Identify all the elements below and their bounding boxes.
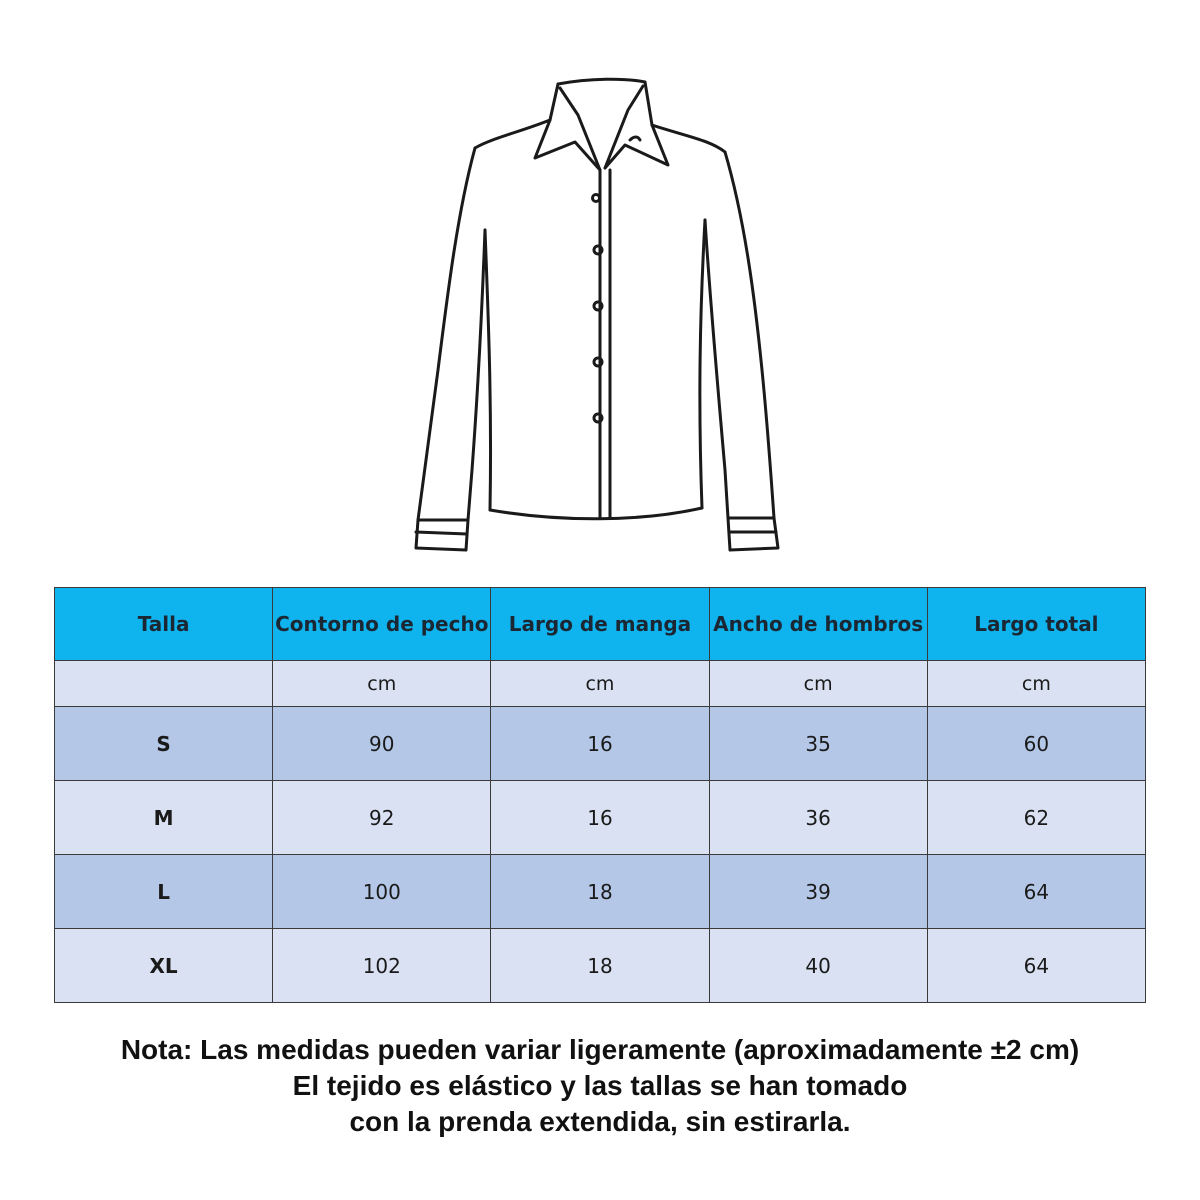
unit-cell: cm <box>491 661 709 707</box>
table-row <box>55 855 1146 929</box>
header-ancho-de-hombros: Ancho de hombros <box>709 588 927 661</box>
table-cell: 16 <box>491 781 709 855</box>
table-row <box>55 929 1146 1003</box>
table-cell: 92 <box>273 781 491 855</box>
table-header-row <box>55 588 1146 661</box>
size-label: S <box>55 707 273 781</box>
table-cell: 90 <box>273 707 491 781</box>
header-talla: Talla <box>55 588 273 661</box>
table-cell: 18 <box>491 855 709 929</box>
table-cell: 39 <box>709 855 927 929</box>
size-label: XL <box>55 929 273 1003</box>
units-row <box>55 661 1146 707</box>
table-cell: 18 <box>491 929 709 1003</box>
table-cell: 64 <box>927 929 1145 1003</box>
table-row <box>55 707 1146 781</box>
unit-cell: cm <box>927 661 1145 707</box>
table-cell: 60 <box>927 707 1145 781</box>
size-label: M <box>55 781 273 855</box>
table-cell: 62 <box>927 781 1145 855</box>
unit-cell: cm <box>709 661 927 707</box>
unit-cell: cm <box>273 661 491 707</box>
note-line-3: con la prenda extendida, sin estirarla. <box>349 1106 851 1137</box>
header-largo-total: Largo total <box>927 588 1145 661</box>
measurement-note <box>0 1032 1200 1140</box>
table-cell: 40 <box>709 929 927 1003</box>
table-row <box>55 781 1146 855</box>
shirt-sketch-icon <box>400 70 800 570</box>
table-cell: 64 <box>927 855 1145 929</box>
note-line-2: El tejido es elástico y las tallas se han tomado <box>292 1070 908 1101</box>
table-cell: 102 <box>273 929 491 1003</box>
table-cell: 16 <box>491 707 709 781</box>
table-cell: 35 <box>709 707 927 781</box>
unit-cell <box>55 661 273 707</box>
size-label: L <box>55 855 273 929</box>
table-cell: 100 <box>273 855 491 929</box>
header-largo-de-manga: Largo de manga <box>491 588 709 661</box>
table-cell: 36 <box>709 781 927 855</box>
header-contorno-de-pecho: Contorno de pecho <box>273 588 491 661</box>
size-table <box>54 587 1146 1003</box>
note-line-1: Nota: Las medidas pueden variar ligeramente (aproximadamente ±2 cm) <box>120 1034 1080 1065</box>
